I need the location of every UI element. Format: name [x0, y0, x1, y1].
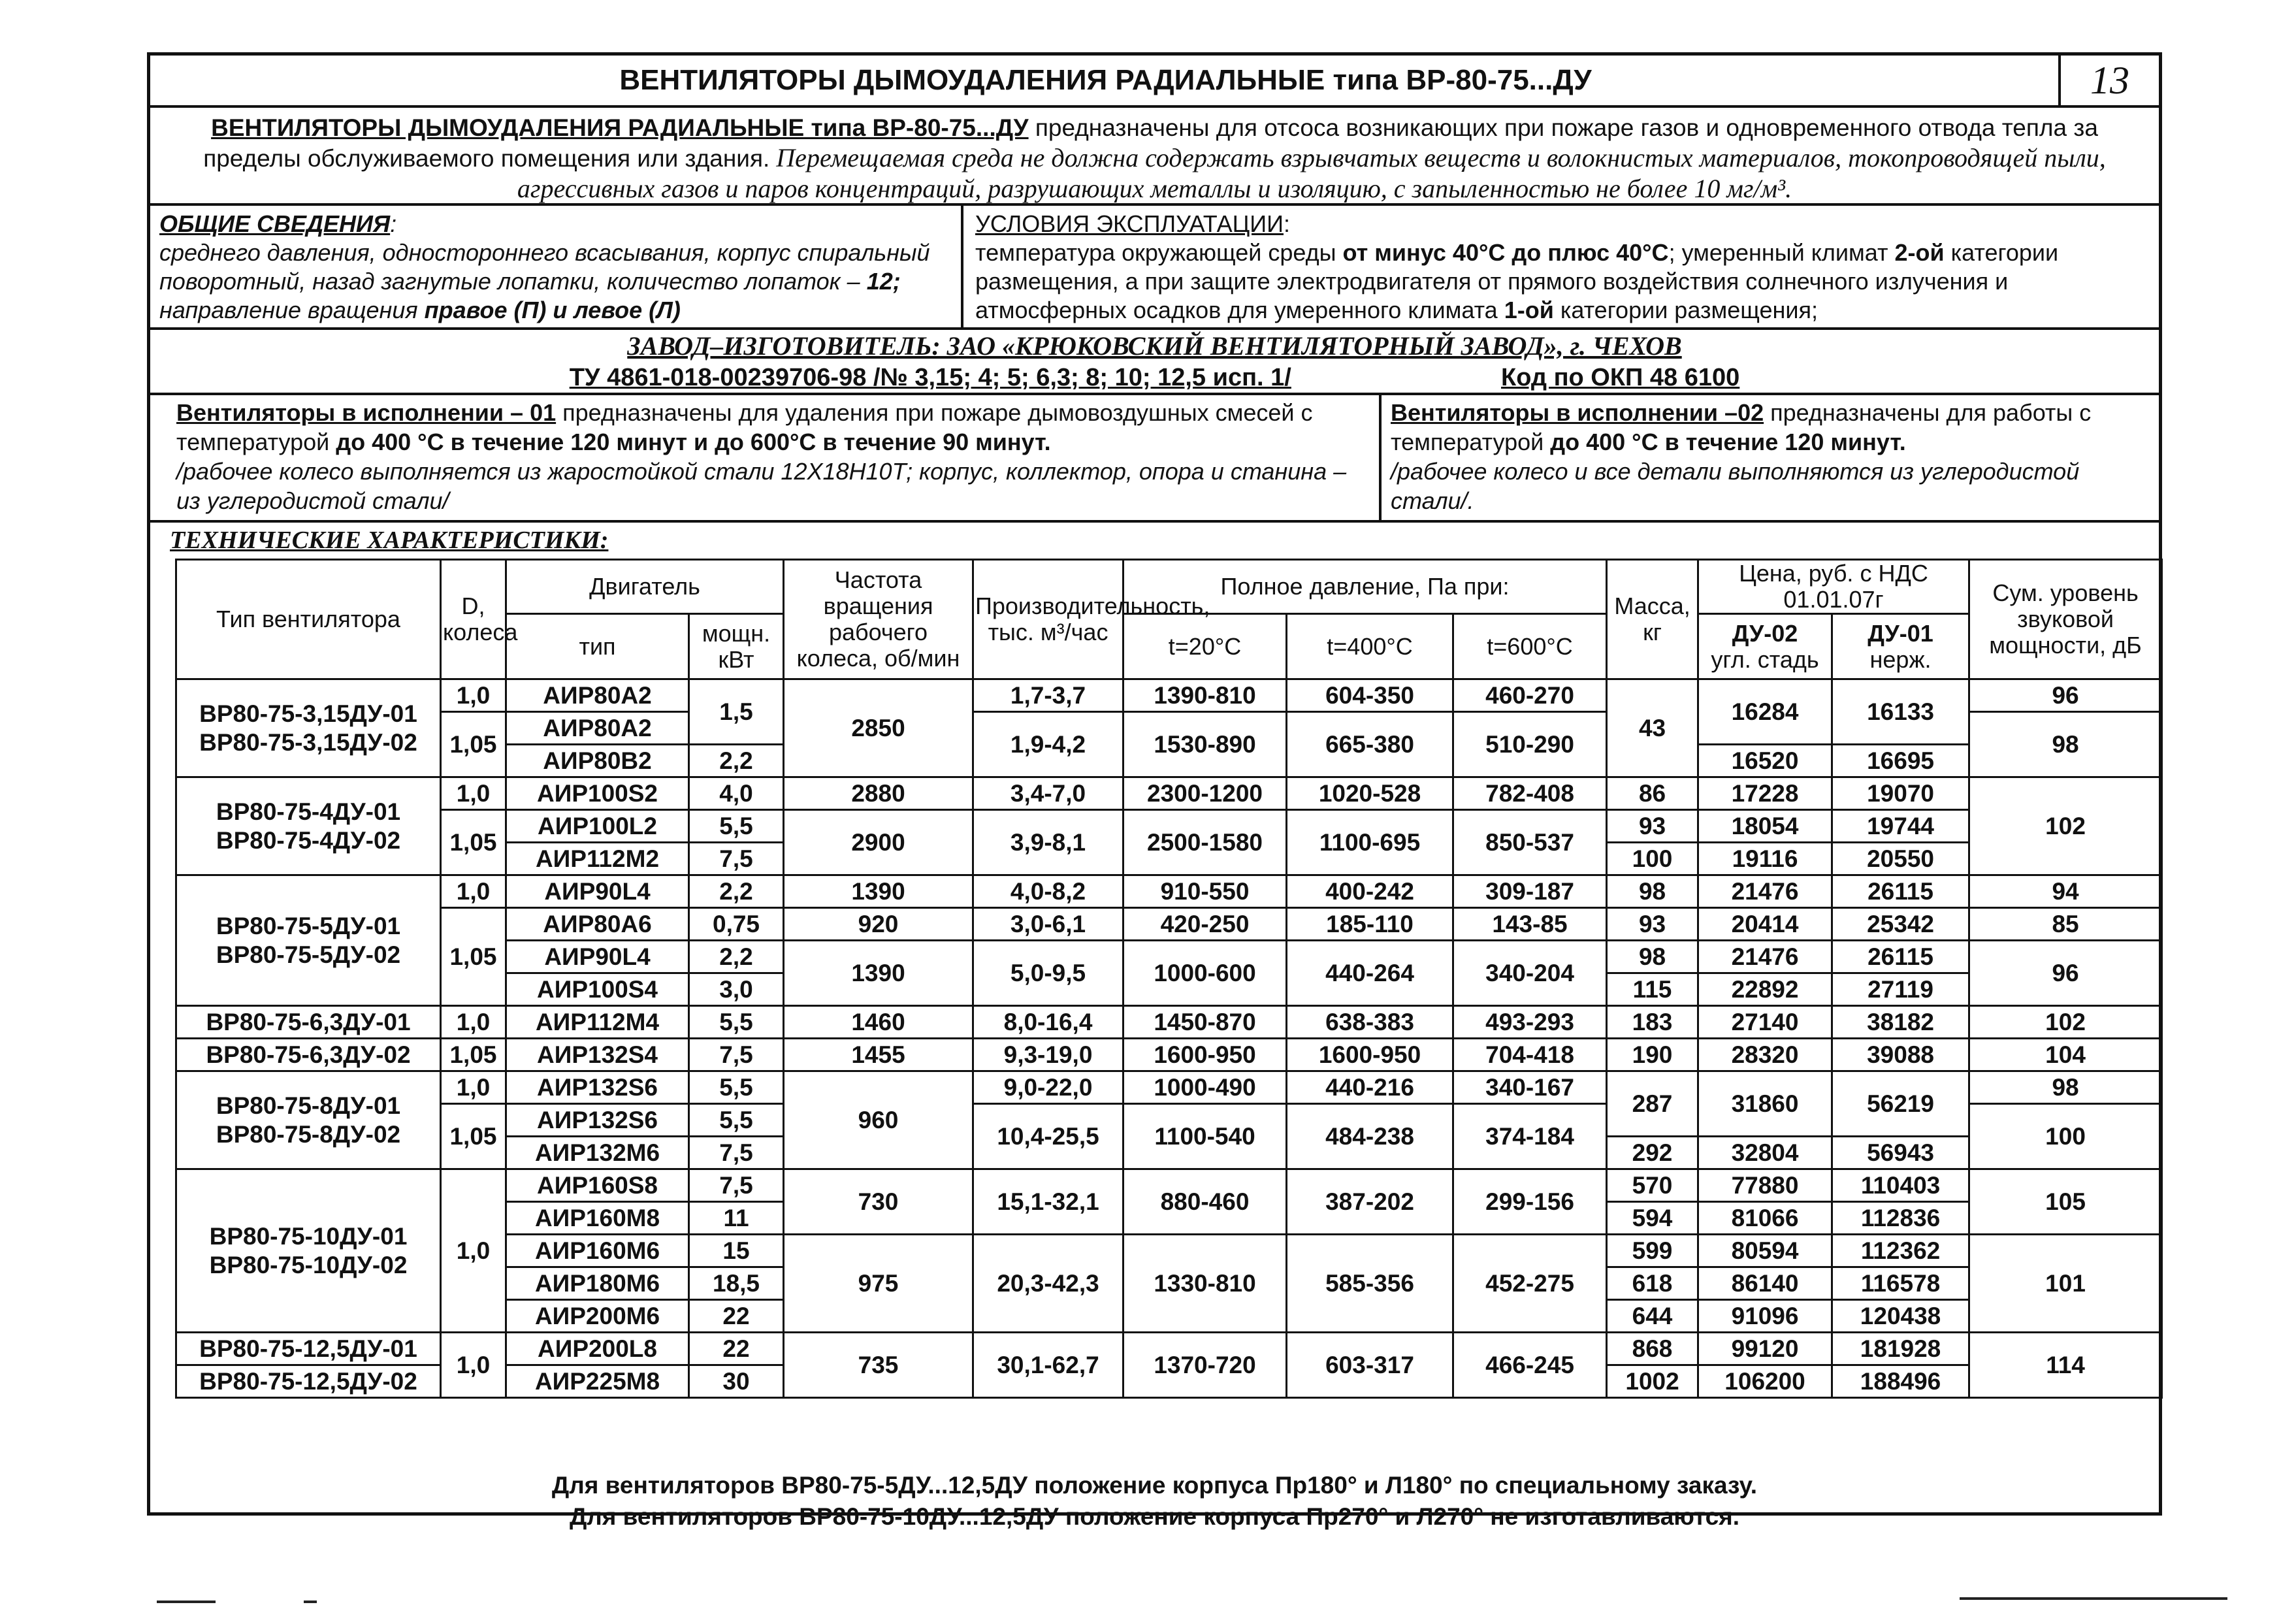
table-cell: 7,5 — [689, 1039, 784, 1071]
table-cell: 484-238 — [1287, 1104, 1453, 1169]
table-row — [176, 777, 2162, 810]
table-cell: АИР80А2 — [506, 712, 689, 745]
table-cell: 599 — [1607, 1235, 1698, 1267]
table-cell: 7,5 — [689, 843, 784, 875]
okp-code: Код по ОКП 48 6100 — [1501, 364, 1740, 391]
table-cell: 101 — [1969, 1235, 2162, 1333]
table-cell: 19744 — [1832, 810, 1969, 843]
table-cell: 604-350 — [1287, 679, 1453, 712]
table-cell: 30 — [689, 1365, 784, 1398]
table-cell: 644 — [1607, 1300, 1698, 1333]
table-cell: АИР200L8 — [506, 1333, 689, 1365]
table-cell: АИР160М6 — [506, 1235, 689, 1267]
table-cell: 110403 — [1832, 1169, 1969, 1202]
general-heading: ОБЩИЕ СВЕДЕНИЯ — [159, 210, 391, 237]
table-cell: 18054 — [1698, 810, 1832, 843]
table-cell: 585-356 — [1287, 1235, 1453, 1333]
table-cell: 440-216 — [1287, 1071, 1453, 1104]
table-cell: 15,1-32,1 — [973, 1169, 1124, 1235]
table-cell: 143-85 — [1453, 908, 1607, 941]
exec02-text: предназначены для работы с температурой — [1391, 399, 2092, 455]
table-cell: 1455 — [784, 1039, 973, 1071]
table-cell: 420-250 — [1124, 908, 1287, 941]
table-cell: АИР90L4 — [506, 875, 689, 908]
table-cell: 188496 — [1832, 1365, 1969, 1398]
table-cell: 18,5 — [689, 1267, 784, 1300]
exec02-lead: Вентиляторы в исполнении –02 — [1391, 399, 1764, 426]
table-cell: 85 — [1969, 908, 2162, 941]
table-cell: 1020-528 — [1287, 777, 1453, 810]
table-cell: 22 — [689, 1300, 784, 1333]
header-du02: ДУ-02 угл. стадь — [1698, 614, 1832, 679]
footnote-1: Для вентиляторов ВР80-75-5ДУ...12,5ДУ положение корпуса Пр180° и Л180° по специальному заказу. — [551, 1472, 1758, 1499]
table-cell: АИР112М4 — [506, 1006, 689, 1039]
header-t400: t=400°С — [1287, 614, 1453, 679]
table-cell: 570 — [1607, 1169, 1698, 1202]
table-cell: 19116 — [1698, 843, 1832, 875]
table-cell: 1600-950 — [1287, 1039, 1453, 1071]
table-cell: 387-202 — [1287, 1169, 1453, 1235]
exec01-bold: до 400 °С в течение 120 минут и до 600°С в течение 90 минут. — [336, 429, 1051, 455]
table-cell: 735 — [784, 1333, 973, 1398]
table-cell: 510-290 — [1453, 712, 1607, 777]
table-cell: 1390 — [784, 875, 973, 908]
intro-text: предназначены для отсоса возникающих при пожаре газов и одновременного отвода тепла за пределы обслуживаемого помещения или здания. — [203, 114, 2098, 172]
table-cell: 1,05 — [441, 1039, 506, 1071]
table-cell: 22892 — [1698, 973, 1832, 1006]
table-cell: 112836 — [1832, 1202, 1969, 1235]
table-cell: 0,75 — [689, 908, 784, 941]
table-cell: 2880 — [784, 777, 973, 810]
table-cell: ВР80-75-10ДУ-01 ВР80-75-10ДУ-02 — [176, 1169, 441, 1333]
table-cell: АИР132S6 — [506, 1071, 689, 1104]
table-cell: 1,0 — [441, 1333, 506, 1398]
conditions-climate-a: 2-ой — [1894, 239, 1945, 266]
table-cell: АИР112М2 — [506, 843, 689, 875]
header-pressure: Полное давление, Па при: — [1124, 560, 1607, 614]
table-cell: АИР90L4 — [506, 941, 689, 973]
table-cell: 7,5 — [689, 1169, 784, 1202]
table-cell: 5,0-9,5 — [973, 941, 1124, 1006]
table-cell: 120438 — [1832, 1300, 1969, 1333]
table-cell: 400-242 — [1287, 875, 1453, 908]
table-cell: ВР80-75-5ДУ-01 ВР80-75-5ДУ-02 — [176, 875, 441, 1006]
table-cell: 2,2 — [689, 941, 784, 973]
table-cell: 96 — [1969, 679, 2162, 712]
table-cell: 1460 — [784, 1006, 973, 1039]
table-cell: АИР200М6 — [506, 1300, 689, 1333]
table-cell: 1100-695 — [1287, 810, 1453, 875]
header-diameter: D, колеса — [441, 560, 506, 679]
exec02-italic: /рабочее колесо и все детали выполняются из углеродистой стали/. — [1391, 458, 2080, 514]
tech-table — [175, 559, 2163, 1399]
table-cell: АИР100L2 — [506, 810, 689, 843]
table-cell: 16695 — [1832, 745, 1969, 777]
table-cell: 1,0 — [441, 679, 506, 712]
general-info-row — [150, 206, 2159, 330]
general-text-a: среднего давления, одностороннего всасывания, корпус спиральный поворотный, назад загнутые лопатки, количество лопаток – — [159, 239, 930, 295]
table-cell: 15 — [689, 1235, 784, 1267]
exec02-bold: до 400 °С в течение 120 минут. — [1550, 429, 1906, 455]
table-cell: 1,9-4,2 — [973, 712, 1124, 777]
table-cell: 25342 — [1832, 908, 1969, 941]
table-cell: АИР132S6 — [506, 1104, 689, 1137]
table-cell: 98 — [1969, 1071, 2162, 1104]
table-cell: 26115 — [1832, 875, 1969, 908]
table-cell: 1,5 — [689, 679, 784, 745]
table-cell: 5,5 — [689, 1006, 784, 1039]
table-cell: 98 — [1607, 875, 1698, 908]
execution-row — [150, 395, 2159, 523]
table-cell: АИР180М6 — [506, 1267, 689, 1300]
table-row — [176, 1039, 2162, 1071]
table-cell: 116578 — [1832, 1267, 1969, 1300]
table-cell: 104 — [1969, 1039, 2162, 1071]
table-cell: 81066 — [1698, 1202, 1832, 1235]
table-cell: 27119 — [1832, 973, 1969, 1006]
table-cell: 17228 — [1698, 777, 1832, 810]
execution-01 — [150, 395, 1382, 520]
page-title: ВЕНТИЛЯТОРЫ ДЫМОУДАЛЕНИЯ РАДИАЛЬНЫЕ типа ВР-80-75...ДУ — [619, 64, 1592, 96]
table-cell: 102 — [1969, 777, 2162, 875]
table-cell: АИР132S4 — [506, 1039, 689, 1071]
table-cell: 299-156 — [1453, 1169, 1607, 1235]
header-rpm: Частота вращения рабочего колеса, об/мин — [784, 560, 973, 679]
table-cell: 880-460 — [1124, 1169, 1287, 1235]
table-cell: 920 — [784, 908, 973, 941]
table-cell: 1100-540 — [1124, 1104, 1287, 1169]
header-motor-type: тип — [506, 614, 689, 679]
footer-rule — [1960, 1597, 2227, 1600]
table-cell: 309-187 — [1453, 875, 1607, 908]
exec01-italic: /рабочее колесо выполняется из жаростойкой стали 12Х18Н10Т; корпус, коллектор, опора и станина – из углеродистой стали/ — [176, 458, 1347, 514]
table-cell: 3,4-7,0 — [973, 777, 1124, 810]
table-cell: 1002 — [1607, 1365, 1698, 1398]
table-cell: 287 — [1607, 1071, 1698, 1137]
table-cell: ВР80-75-4ДУ-01 ВР80-75-4ДУ-02 — [176, 777, 441, 875]
table-cell: 43 — [1607, 679, 1698, 777]
table-cell: 4,0-8,2 — [973, 875, 1124, 908]
page-number: 13 — [2058, 56, 2159, 105]
table-cell: 28320 — [1698, 1039, 1832, 1071]
table-cell: 1,05 — [441, 908, 506, 1006]
table-cell: 86 — [1607, 777, 1698, 810]
table-cell: 1450-870 — [1124, 1006, 1287, 1039]
intro-paragraph — [150, 108, 2159, 206]
header-motor-power: мощн. кВт — [689, 614, 784, 679]
table-cell: 20550 — [1832, 843, 1969, 875]
table-cell: АИР132М6 — [506, 1137, 689, 1169]
table-cell: 181928 — [1832, 1333, 1969, 1365]
table-cell: 594 — [1607, 1202, 1698, 1235]
table-cell: 910-550 — [1124, 875, 1287, 908]
table-cell: 466-245 — [1453, 1333, 1607, 1398]
table-cell: АИР80В2 — [506, 745, 689, 777]
table-cell: 1,05 — [441, 712, 506, 777]
table-cell: 93 — [1607, 908, 1698, 941]
header-noise: Сум. уровень звуковой мощности, дБ — [1969, 560, 2162, 679]
table-row — [176, 908, 2162, 941]
document-sheet — [147, 52, 2162, 1530]
table-cell: 19070 — [1832, 777, 1969, 810]
table-cell: АИР100S4 — [506, 973, 689, 1006]
table-cell: 93 — [1607, 810, 1698, 843]
conditions-climate-b: 1-ой — [1504, 297, 1554, 323]
table-cell: 100 — [1607, 843, 1698, 875]
table-cell: 5,5 — [689, 1071, 784, 1104]
header-t600: t=600°С — [1453, 614, 1607, 679]
conditions-range: от минус 40°С до плюс 40°С — [1342, 239, 1669, 266]
table-cell: 1330-810 — [1124, 1235, 1287, 1333]
table-cell: 1,7-3,7 — [973, 679, 1124, 712]
table-cell: АИР80А2 — [506, 679, 689, 712]
table-cell: 440-264 — [1287, 941, 1453, 1006]
exec01-lead: Вентиляторы в исполнении – 01 — [176, 399, 557, 426]
table-row — [176, 875, 2162, 908]
table-cell: 38182 — [1832, 1006, 1969, 1039]
table-cell: 96 — [1969, 941, 2162, 1006]
table-cell: 183 — [1607, 1006, 1698, 1039]
table-cell: 102 — [1969, 1006, 2162, 1039]
table-cell: 1,05 — [441, 1104, 506, 1169]
table-cell: 1000-600 — [1124, 941, 1287, 1006]
header-du01: ДУ-01 нерж. — [1832, 614, 1969, 679]
table-cell: 1390 — [784, 941, 973, 1006]
table-cell: 1370-720 — [1124, 1333, 1287, 1398]
table-cell: 3,9-8,1 — [973, 810, 1124, 875]
table-row — [176, 1006, 2162, 1039]
table-cell: 638-383 — [1287, 1006, 1453, 1039]
table-cell: 2900 — [784, 810, 973, 875]
table-cell: 1390-810 — [1124, 679, 1287, 712]
table-cell: 1,05 — [441, 810, 506, 875]
table-cell: 185-110 — [1287, 908, 1453, 941]
table-cell: 77880 — [1698, 1169, 1832, 1202]
table-cell: 26115 — [1832, 941, 1969, 973]
table-cell: 105 — [1969, 1169, 2162, 1235]
general-text-b: направление вращения — [159, 297, 425, 323]
table-cell: 850-537 — [1453, 810, 1607, 875]
conditions-heading: УСЛОВИЯ ЭКСПЛУАТАЦИИ — [975, 210, 1284, 237]
table-cell: 1000-490 — [1124, 1071, 1287, 1104]
table-cell: 86140 — [1698, 1267, 1832, 1300]
table-cell: 9,0-22,0 — [973, 1071, 1124, 1104]
spec-line — [150, 363, 2159, 393]
header-motor: Двигатель — [506, 560, 784, 614]
table-cell: АИР160S8 — [506, 1169, 689, 1202]
manufacturer-name: ЗАВОД–ИЗГОТОВИТЕЛЬ: ЗАО «КРЮКОВСКИЙ ВЕНТИЛЯТОРНЫЙ ЗАВОД», г. ЧЕХОВ — [627, 331, 1682, 361]
table-cell: 21476 — [1698, 875, 1832, 908]
table-cell: 2500-1580 — [1124, 810, 1287, 875]
operating-conditions: УСЛОВИЯ ЭКСПЛУАТАЦИИ: температура окружающей среды от минус 40°С до плюс 40°С; умеренный климат 2-ой категории размещения, а при защите электродвигателя от прямого воздействия солнечного излучения и атмосферных осадков для умеренного климата 1-ой категории размещения; — [975, 210, 2059, 323]
table-cell: 1,0 — [441, 1006, 506, 1039]
table-cell: 114 — [1969, 1333, 2162, 1398]
table-cell: АИР225М8 — [506, 1365, 689, 1398]
table-cell: ВР80-75-8ДУ-01 ВР80-75-8ДУ-02 — [176, 1071, 441, 1169]
table-cell: 21476 — [1698, 941, 1832, 973]
table-cell: 100 — [1969, 1104, 2162, 1169]
table-cell: 16133 — [1832, 679, 1969, 745]
header-mass: Масса, кг — [1607, 560, 1698, 679]
table-cell: 106200 — [1698, 1365, 1832, 1398]
table-cell: 1600-950 — [1124, 1039, 1287, 1071]
table-cell: 2,2 — [689, 875, 784, 908]
table-cell: 340-204 — [1453, 941, 1607, 1006]
table-cell: 1,0 — [441, 777, 506, 810]
table-cell: 56219 — [1832, 1071, 1969, 1137]
table-cell: 1,0 — [441, 875, 506, 908]
table-row — [176, 810, 2162, 843]
table-cell: 8,0-16,4 — [973, 1006, 1124, 1039]
footnotes — [150, 1470, 2159, 1533]
header-type: Тип вентилятора — [176, 560, 441, 679]
table-cell: 603-317 — [1287, 1333, 1453, 1398]
table-row — [176, 1333, 2162, 1365]
table-cell: 2,2 — [689, 745, 784, 777]
table-cell: 7,5 — [689, 1137, 784, 1169]
header-capacity: Производительность, тыс. м³/час — [973, 560, 1124, 679]
table-cell: ВР80-75-6,3ДУ-02 — [176, 1039, 441, 1071]
table-cell: АИР160М8 — [506, 1202, 689, 1235]
table-cell: ВР80-75-3,15ДУ-01 ВР80-75-3,15ДУ-02 — [176, 679, 441, 777]
conditions-text-a: температура окружающей среды — [975, 239, 1343, 266]
table-cell: 730 — [784, 1169, 973, 1235]
header-price: Цена, руб. с НДС 01.01.07г — [1698, 560, 1969, 614]
table-cell: 960 — [784, 1071, 973, 1169]
general-blades: 12; — [866, 268, 901, 295]
table-cell: 782-408 — [1453, 777, 1607, 810]
table-cell: 190 — [1607, 1039, 1698, 1071]
table-cell: 618 — [1607, 1267, 1698, 1300]
table-cell: 374-184 — [1453, 1104, 1607, 1169]
table-cell: 10,4-25,5 — [973, 1104, 1124, 1169]
table-cell: 20414 — [1698, 908, 1832, 941]
table-cell: 975 — [784, 1235, 973, 1333]
table-cell: 2850 — [784, 679, 973, 777]
exec01-text: предназначены для удаления при пожаре дымовоздушных смесей с температурой — [176, 399, 1313, 455]
table-cell: 3,0-6,1 — [973, 908, 1124, 941]
conditions-text-d: категории размещения; — [1553, 297, 1818, 323]
table-cell: 20,3-42,3 — [973, 1235, 1124, 1333]
table-cell: 665-380 — [1287, 712, 1453, 777]
table-cell: 2300-1200 — [1124, 777, 1287, 810]
table-cell: 5,5 — [689, 810, 784, 843]
general-info: ОБЩИЕ СВЕДЕНИЯ: среднего давления, одностороннего всасывания, корпус спиральный поворотный, назад загнутые лопатки, количество лопаток – 12; направление вращения правое (П) и левое (Л) — [150, 206, 963, 327]
table-cell: 91096 — [1698, 1300, 1832, 1333]
table-row — [176, 679, 2162, 712]
table-cell: 3,0 — [689, 973, 784, 1006]
intro-italic: Перемещаемая среда не должна содержать взрывчатых веществ и волокнистых материалов, токопроводящей пыли, агрессивных газов и паров концентраций, разрушающих металлы и изоляцию, с запыленностью не более 10 мг/м³. — [517, 143, 2106, 203]
table-cell: 115 — [1607, 973, 1698, 1006]
table-cell: 30,1-62,7 — [973, 1333, 1124, 1398]
footnote-2: Для вентиляторов ВР80-75-10ДУ...12,5ДУ положение корпуса Пр270° и Л270° не изготавливаются. — [569, 1503, 1740, 1530]
table-cell: 1,0 — [441, 1071, 506, 1104]
table-cell: 460-270 — [1453, 679, 1607, 712]
table-cell: 112362 — [1832, 1235, 1969, 1267]
table-cell: 1,0 — [441, 1169, 506, 1333]
intro-lead: ВЕНТИЛЯТОРЫ ДЫМОУДАЛЕНИЯ РАДИАЛЬНЫЕ типа ВР-80-75...ДУ — [211, 114, 1029, 141]
tu-code: ТУ 4861-018-00239706-98 /№ 3,15; 4; 5; 6,3; 8; 10; 12,5 исп. 1/ — [569, 364, 1291, 391]
table-cell: ВР80-75-6,3ДУ-01 — [176, 1006, 441, 1039]
table-cell: 704-418 — [1453, 1039, 1607, 1071]
table-cell: 493-293 — [1453, 1006, 1607, 1039]
conditions-text-b: ; умеренный климат — [1668, 239, 1895, 266]
table-cell: 292 — [1607, 1137, 1698, 1169]
general-direction: правое (П) и левое (Л) — [424, 297, 681, 323]
table-cell: 16520 — [1698, 745, 1832, 777]
table-cell: 452-275 — [1453, 1235, 1607, 1333]
table-cell: 27140 — [1698, 1006, 1832, 1039]
table-cell: 9,3-19,0 — [973, 1039, 1124, 1071]
execution-02 — [1382, 395, 2159, 520]
table-cell: 11 — [689, 1202, 784, 1235]
table-cell: 32804 — [1698, 1137, 1832, 1169]
table-cell: 5,5 — [689, 1104, 784, 1137]
table-cell: 98 — [1969, 712, 2162, 777]
table-cell: ВР80-75-12,5ДУ-02 — [176, 1365, 441, 1398]
title-row — [150, 56, 2159, 108]
table-cell: АИР80А6 — [506, 908, 689, 941]
table-cell: ВР80-75-12,5ДУ-01 — [176, 1333, 441, 1365]
table-cell: АИР100S2 — [506, 777, 689, 810]
table-cell: 340-167 — [1453, 1071, 1607, 1104]
table-cell: 94 — [1969, 875, 2162, 908]
table-cell: 31860 — [1698, 1071, 1832, 1137]
table-cell: 98 — [1607, 941, 1698, 973]
tech-heading: ТЕХНИЧЕСКИЕ ХАРАКТЕРИСТИКИ: — [170, 527, 609, 554]
table-row — [176, 1169, 2162, 1202]
table-cell: 56943 — [1832, 1137, 1969, 1169]
table-cell: 22 — [689, 1333, 784, 1365]
table-cell: 868 — [1607, 1333, 1698, 1365]
table-cell: 16284 — [1698, 679, 1832, 745]
table-cell: 1530-890 — [1124, 712, 1287, 777]
table-cell: 39088 — [1832, 1039, 1969, 1071]
table-cell: 99120 — [1698, 1333, 1832, 1365]
table-row — [176, 1071, 2162, 1104]
table-cell: 4,0 — [689, 777, 784, 810]
footer-marks — [157, 1601, 327, 1604]
manufacturer-row — [150, 330, 2159, 395]
table-cell: 80594 — [1698, 1235, 1832, 1267]
header-t20: t=20°С — [1124, 614, 1287, 679]
conditions-text-c: категории размещения, а при защите электродвигателя от прямого воздействия солнечного излучения и атмосферных осадков для умеренного климата — [975, 239, 2059, 323]
